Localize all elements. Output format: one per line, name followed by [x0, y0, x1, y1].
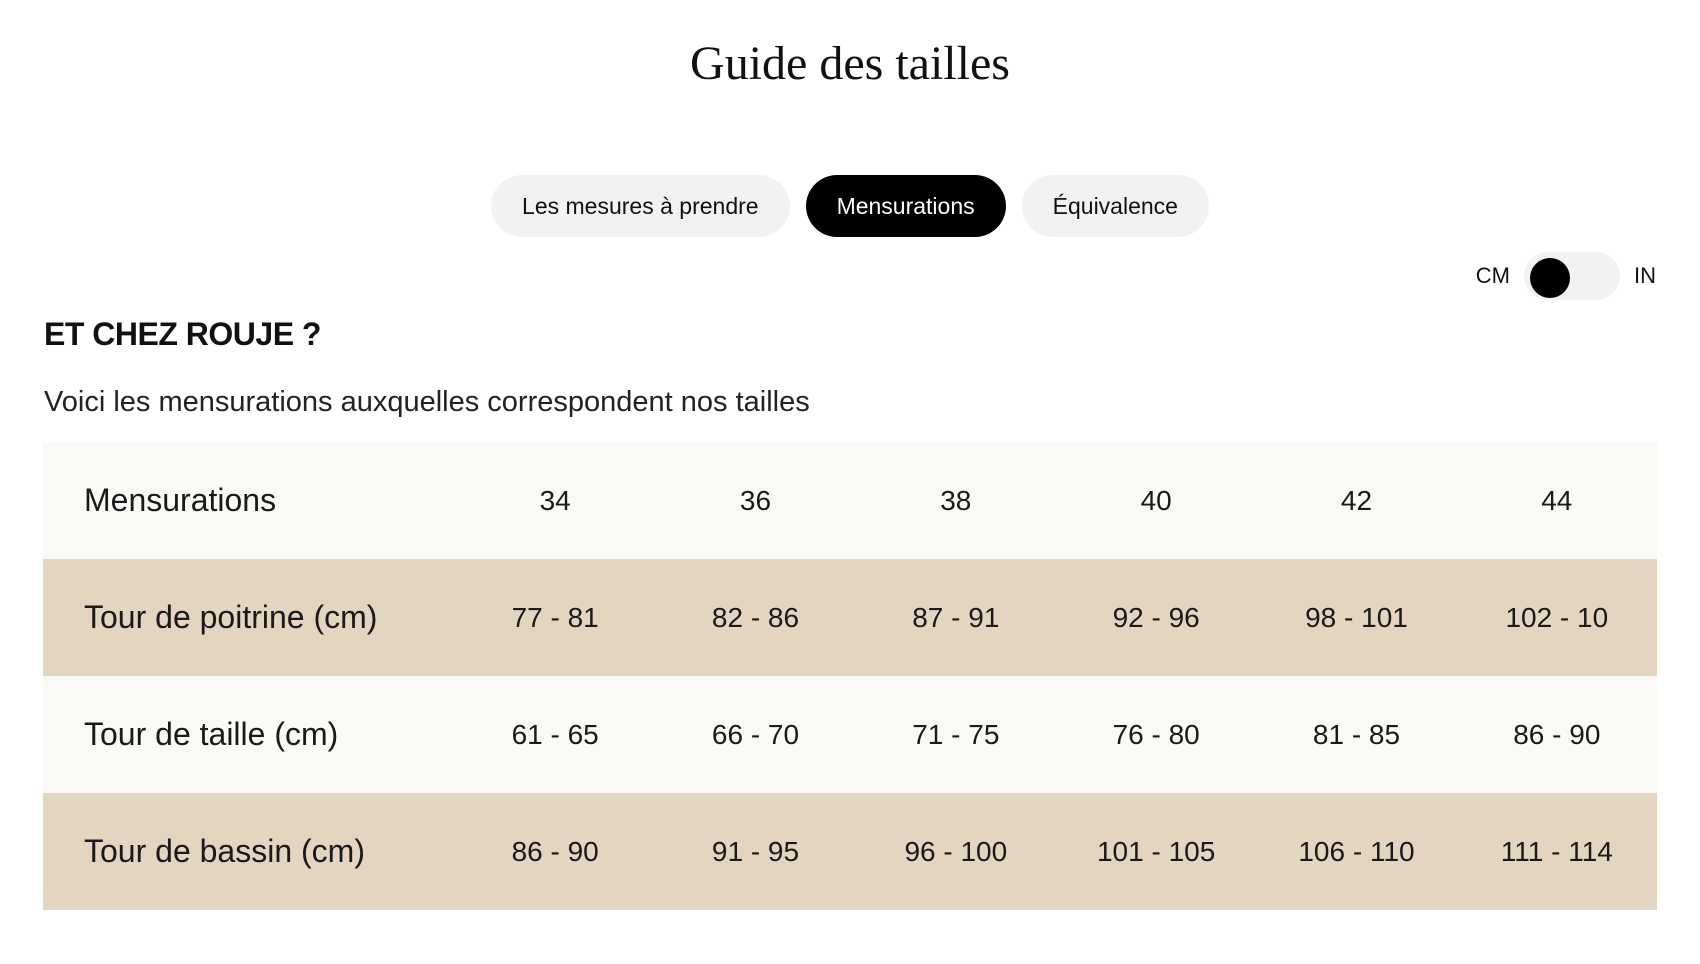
section-heading: ET CHEZ ROUJE ?	[44, 316, 321, 352]
table-row-taille	[43, 676, 1657, 793]
table-cell: 61 - 65	[511, 718, 599, 750]
table-header-row	[43, 442, 1657, 559]
table-cell: 81 - 85	[1312, 718, 1401, 750]
table-cell: 92 - 96	[1112, 601, 1200, 633]
table-cell: 91 - 95	[711, 835, 800, 867]
tab-bar	[0, 175, 1700, 237]
table-header-label: Mensurations	[84, 482, 277, 518]
table-cell: 96 - 100	[904, 835, 1008, 867]
unit-switch-knob	[1530, 258, 1570, 298]
table-cell: 101 - 105	[1096, 835, 1216, 867]
size-header-cell: 36	[739, 484, 772, 516]
section-intro: Voici les mensurations auxquelles correspondent nos tailles	[44, 386, 810, 418]
unit-label-cm: CM	[1475, 263, 1510, 288]
table-cell: 71 - 75	[912, 718, 1000, 750]
table-row-poitrine	[43, 559, 1657, 676]
unit-switch[interactable]	[1524, 252, 1620, 300]
table-cell: 86 - 90	[511, 835, 599, 867]
row-label: Tour de poitrine (cm)	[84, 599, 378, 635]
table-cell: 76 - 80	[1112, 718, 1200, 750]
table-row-bassin	[43, 793, 1657, 910]
table-cell: 82 - 86	[711, 601, 800, 633]
table-cell: 87 - 91	[912, 601, 1000, 633]
table-cell: 111 - 114	[1500, 835, 1613, 867]
table-cell: 106 - 110	[1298, 835, 1415, 867]
tab-mesures-a-prendre[interactable]: Les mesures à prendre	[491, 175, 790, 237]
table-cell: 98 - 101	[1305, 601, 1408, 633]
row-label: Tour de bassin (cm)	[84, 833, 365, 869]
size-header-cell: 40	[1140, 484, 1172, 516]
row-label: Tour de taille (cm)	[84, 716, 339, 752]
size-header-cell: 42	[1340, 484, 1373, 516]
tab-mensurations[interactable]: Mensurations	[806, 175, 1006, 237]
table-cell: 102 - 10	[1505, 601, 1609, 633]
tab-equivalence[interactable]: Équivalence	[1022, 175, 1209, 237]
table-cell: 77 - 81	[511, 601, 599, 633]
unit-label-in: IN	[1634, 263, 1656, 288]
size-header-cell: 34	[539, 484, 571, 516]
size-table	[43, 442, 1657, 910]
table-cell: 66 - 70	[711, 718, 800, 750]
page-title: Guide des tailles	[690, 37, 1010, 90]
size-header-cell: 44	[1541, 484, 1573, 516]
size-header-cell: 38	[940, 484, 972, 516]
unit-toggle	[1476, 252, 1656, 300]
table-cell: 86 - 90	[1513, 718, 1601, 750]
